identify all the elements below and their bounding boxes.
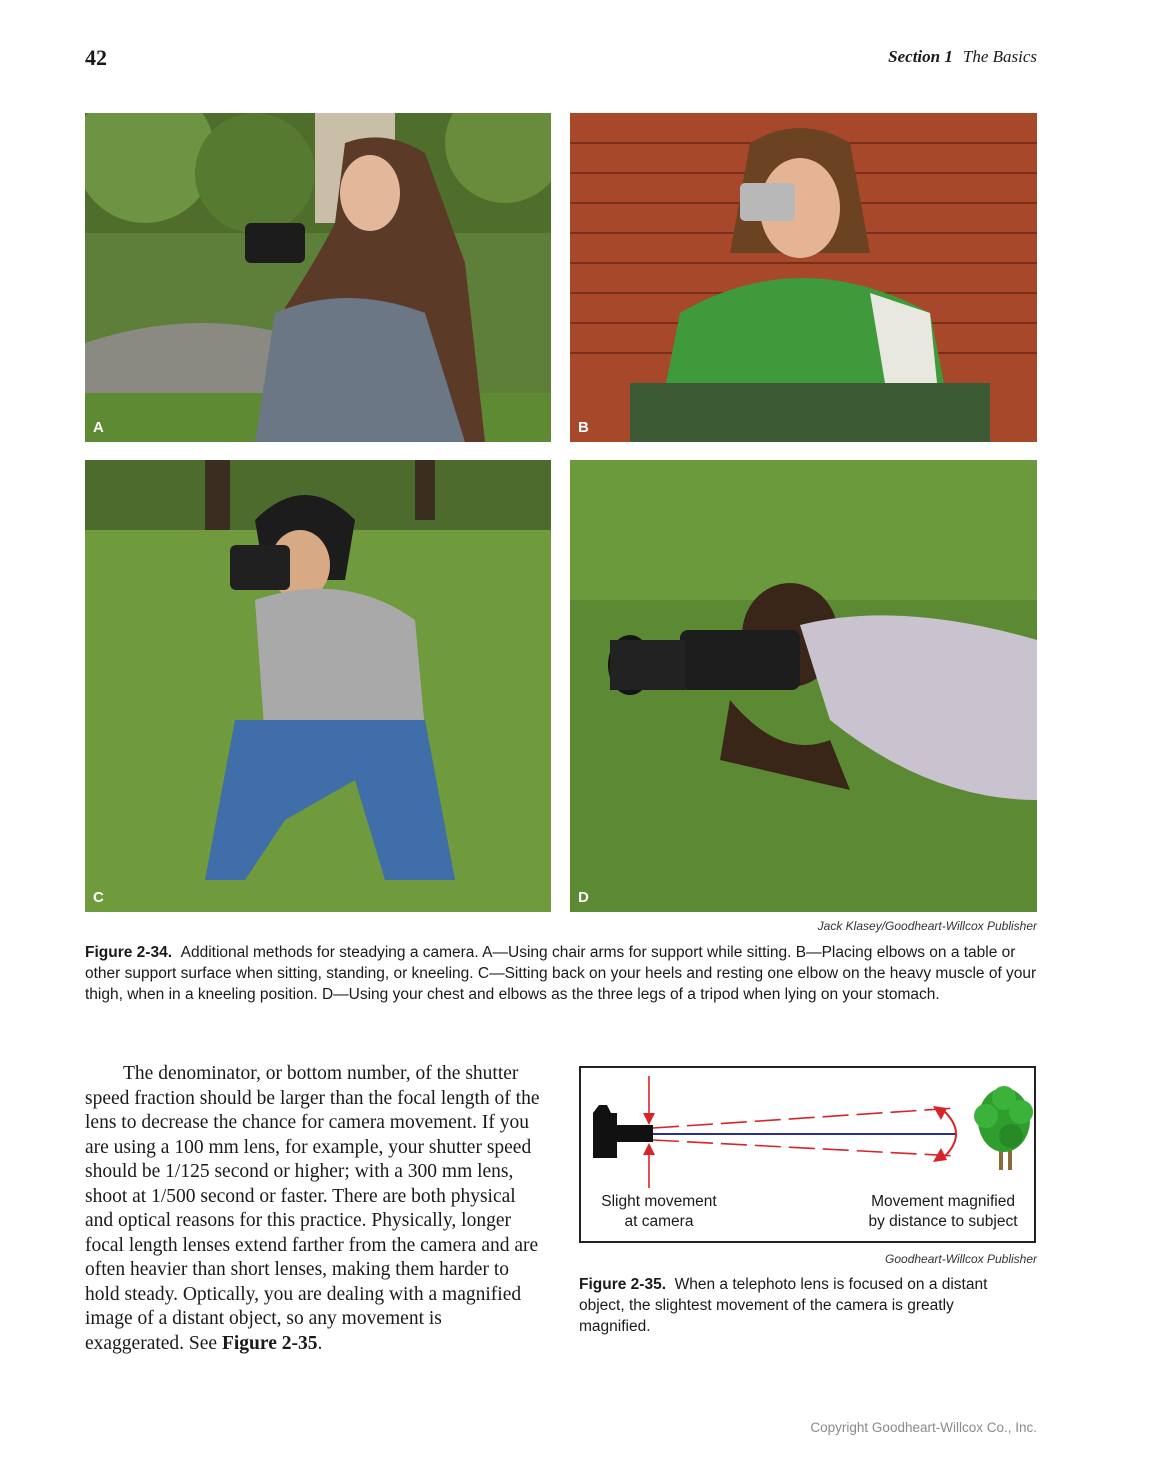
figure-ref-link[interactable]: Figure 2-35 <box>221 1332 318 1354</box>
photo-c-image <box>85 460 551 912</box>
figure-2-34-caption <box>85 942 1045 1005</box>
section-title: The Basics <box>962 47 1037 66</box>
photo-a-image <box>85 113 551 442</box>
body-paragraph-text: The denominator, or bottom number, of the shutter speed fraction should be larger than the focal length of the lens to decrease the chance for camera movement. If you are using a 100 mm lens, for example, your shutter speed should be 1/125 second or higher; with a 300 mm lens, shoot at 1/500 second or faster. There are both physical and optical reasons for this practice. Physically, longer focal length lenses extend farther from the camera and are often heavier than short lenses, making them harder to hold steady. Optically, you are dealing with a magnified image of a distant object, so any movement is exaggerated. See <box>85 1063 540 1354</box>
running-head <box>888 47 1037 67</box>
figure-2-35-caption-text: When a telephoto lens is focused on a distant object, the slightest movement of the camera is greatly magnified. <box>579 1276 988 1335</box>
photo-a <box>85 113 551 442</box>
figure-2-35-caption-label: Figure 2-35. <box>579 1276 666 1293</box>
page-number: 42 <box>85 45 107 70</box>
body-paragraph <box>85 1062 543 1356</box>
panel-label-d: D <box>578 889 589 906</box>
figure-2-34-caption-label: Figure 2-34. <box>85 944 172 961</box>
diagram-label-right-line2: by distance to subject <box>868 1213 1018 1230</box>
copyright-footer: Copyright Goodheart-Willcox Co., Inc. <box>810 1420 1037 1435</box>
body-paragraph-end: . <box>317 1332 323 1354</box>
figure-2-34-caption-text: Additional methods for steadying a camera. A—Using chair arms for support while sitting. B—Placing elbows on a table or other support surface when sitting, standing, or kneeling. C—Sitting back on your heels and resting one elbow on the heavy muscle of your thigh, when in a kneeling position. D—Using your chest and elbows as the three legs of a tripod when lying on your stomach. <box>85 944 1037 1003</box>
diagram-label-left-line1: Slight movement <box>601 1193 717 1210</box>
movement-line-lower <box>653 1140 956 1156</box>
photo-b-image <box>570 113 1037 442</box>
photo-c <box>85 460 551 912</box>
panel-label-c: C <box>93 889 104 906</box>
panel-label-b: B <box>578 419 589 436</box>
diagram-label-right-line1: Movement magnified <box>871 1193 1015 1210</box>
movement-line-upper <box>653 1108 956 1128</box>
photo-d-image <box>570 460 1037 912</box>
figure-2-35-diagram <box>579 1066 1036 1243</box>
figure-2-34-credit: Jack Klasey/Goodheart-Willcox Publisher <box>817 919 1037 933</box>
panel-label-a: A <box>93 419 104 436</box>
photo-d <box>570 460 1037 912</box>
arrow-up-icon <box>643 1143 655 1155</box>
figure-2-35-credit: Goodheart-Willcox Publisher <box>885 1252 1037 1266</box>
diagram-label-left <box>589 1192 729 1232</box>
section-label: Section 1 <box>888 47 953 66</box>
tree-icon <box>974 1086 1033 1170</box>
diagram-label-right <box>853 1192 1033 1232</box>
photo-b <box>570 113 1037 442</box>
camera-silhouette <box>593 1105 653 1158</box>
figure-2-35-caption <box>579 1274 1019 1337</box>
arrow-down-icon <box>643 1113 655 1125</box>
diagram-label-left-line2: at camera <box>624 1213 694 1230</box>
